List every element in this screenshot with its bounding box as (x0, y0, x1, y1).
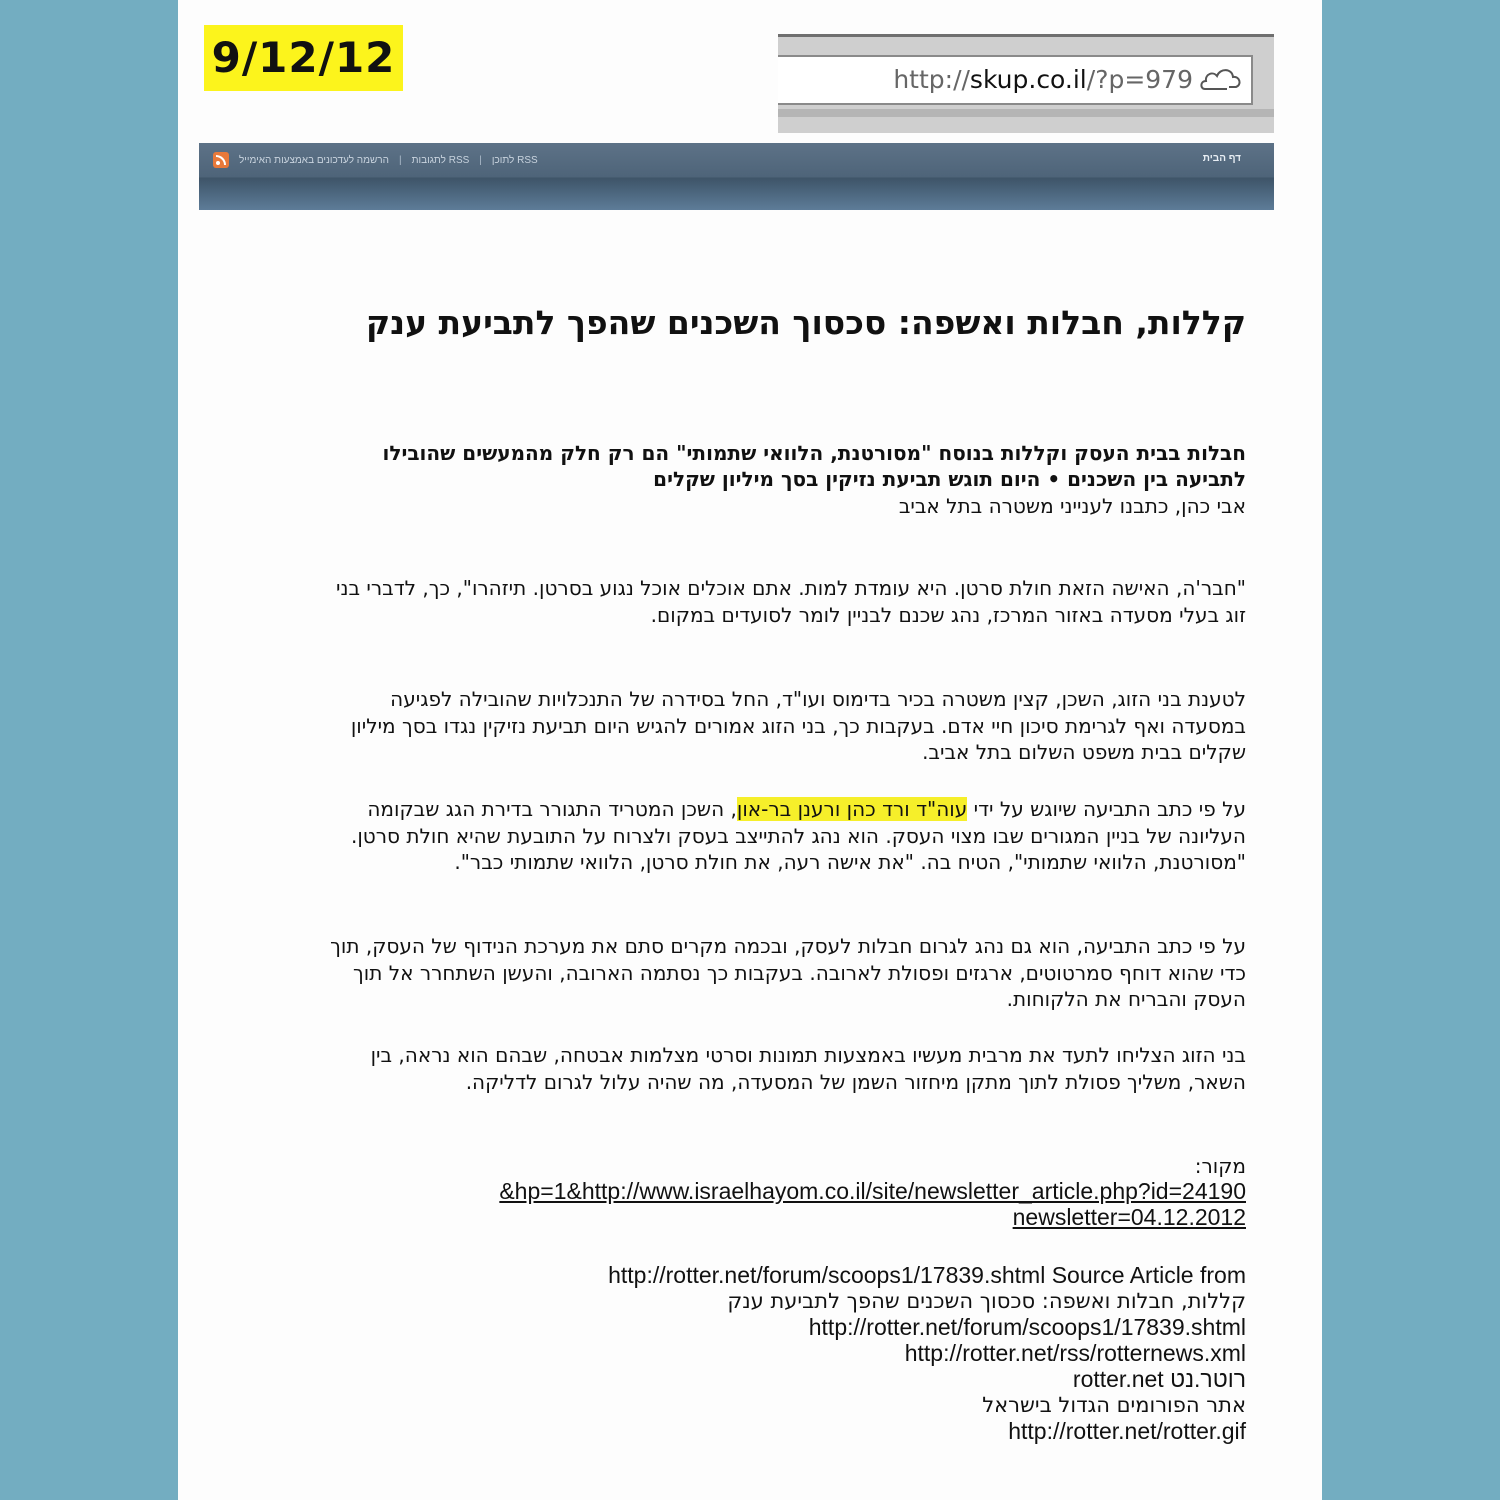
source-link-line-2[interactable]: newsletter=04.12.2012 (1012, 1204, 1246, 1230)
footer-rss-line: http://rotter.net/rss/rotternews.xml (904, 1340, 1246, 1366)
nav-rss-email-link[interactable]: הרשמה לעדכונים באמצעות האימייל (239, 154, 389, 166)
footer-url-line: http://rotter.net/forum/scoops1/17839.shtml (808, 1314, 1246, 1340)
url-prefix: http:// (893, 65, 970, 94)
article-paragraph-5: בני הזוג הצליחו לתעד את מרבית מעשיו באמצעות תמונות וסרטי מצלמות אבטחה, שבהם הוא נראה, בין השאר, משליך פסולת לתוך מתקן מיחזור השמן של המסעדה, מה שהיה עלול לגרום לדליקה. (370, 1043, 1246, 1094)
article-paragraph-3 (330, 796, 1246, 876)
footer-title-line: קללות, חבלות ואשפה: סכסוך השכנים שהפך לתביעת ענק (727, 1289, 1246, 1313)
source-link[interactable] (330, 1178, 1246, 1230)
paragraph-3-rest: , השכן המטריד התגורר בדירת הגג שבקומה העליונה של בניין המגורים שבו מצוי העסק. הוא נהג להתייצב בעסק ולצרוח על התובעת שהיא חולת סרטן. "מסורטנת, הלוואי שתמותי", הטיח בה. "את אישה רעה, את חולת סרטן, הלוואי שתמותי כבר". (350, 797, 1246, 874)
url-text[interactable] (893, 65, 1193, 94)
article-title: קללות, חבלות ואשפה: סכסוך השכנים שהפך לתביעת ענק (365, 303, 1246, 342)
footer-gif-line: http://rotter.net/rotter.gif (1008, 1418, 1246, 1444)
address-frame-stripe (778, 109, 1274, 117)
nav-separator: | (399, 154, 402, 166)
site-navbar (199, 143, 1274, 210)
article-paragraph-4: על פי כתב התביעה, הוא גם נהג לגרום חבלות לעסק, ובכמה מקרים סתם את מערכת הנידוף של העסק, תוך כדי שהוא דוחף סמרטוטים, ארגזים ופסולת לארובה. בעקבות כך נסתמה הארובה, והעשן השתחרר אל תוך העסק והבריח את הלקוחות. (330, 934, 1246, 1011)
nav-separator: | (479, 154, 482, 166)
footer-site-line: rotter.net רוטר.נט (1072, 1366, 1246, 1392)
url-path: /?p=979 (1086, 65, 1193, 94)
article-subtitle: חבלות בבית העסק וקללות בנוסח "מסורטנת, הלוואי שתמותי" הם רק חלק מהמעשים שהובילו לתביעה בין השכנים • היום תוגש תביעת נזיקין בסך מיליון שקלים (382, 441, 1246, 491)
browser-address-frame (778, 34, 1274, 133)
cloud-icon (1199, 63, 1243, 95)
nav-home-link[interactable]: דף הבית (1202, 153, 1241, 164)
article-paragraph-2: לטענת בני הזוג, השכן, קצין משטרה בכיר בדימוס ועו"ד, החל בסידרה של התנכלויות שהובילה לפגיעה במסעדה ואף לגרימת סיכון חיי אדם. בעקבות כך, בני הזוג אמורים להגיש היום תביעת נזיקין נגדו בסך מיליון שקלים בבית משפט השלום בתל אביב. (350, 687, 1246, 764)
footer-source-line: http://rotter.net/forum/scoops1/17839.shtml Source Article from (608, 1262, 1246, 1288)
address-bar[interactable] (778, 55, 1253, 105)
source-label: מקור: (1194, 1154, 1246, 1178)
article-paragraph-1: "חבר'ה, האישה הזאת חולת סרטן. היא עומדת למות. אתם אוכלים אוכל נגוע בסרטן. תיזהרו", כך, לדברי בני זוג בעלי מסעדה באזור המרכז, נהג שכנם לבניין לומר לסועדים במקום. (335, 576, 1246, 627)
paragraph-3-lead: על פי כתב התביעה שיוגש על ידי (967, 797, 1246, 821)
highlighted-lawyers: עוה"ד ורד כהן ורענן בר-און (736, 797, 968, 821)
article-byline: אבי כהן, כתבנו לענייני משטרה בתל אביב (898, 494, 1246, 518)
rss-links (213, 152, 538, 168)
source-footer (330, 1262, 1246, 1444)
rss-icon[interactable] (213, 152, 229, 168)
url-domain: skup.co.il (969, 65, 1087, 94)
footer-tagline: אתר הפורומים הגדול בישראל (982, 1393, 1246, 1417)
nav-rss-posts-link[interactable]: RSS לתוכן (491, 154, 538, 166)
nav-rss-comments-link[interactable]: RSS לתגובות (411, 154, 470, 166)
date-stamp: 9/12/12 (204, 25, 403, 91)
source-link-line-1[interactable]: &hp=1&http://www.israelhayom.co.il/site/newsletter_article.php?id=24190 (499, 1178, 1246, 1204)
